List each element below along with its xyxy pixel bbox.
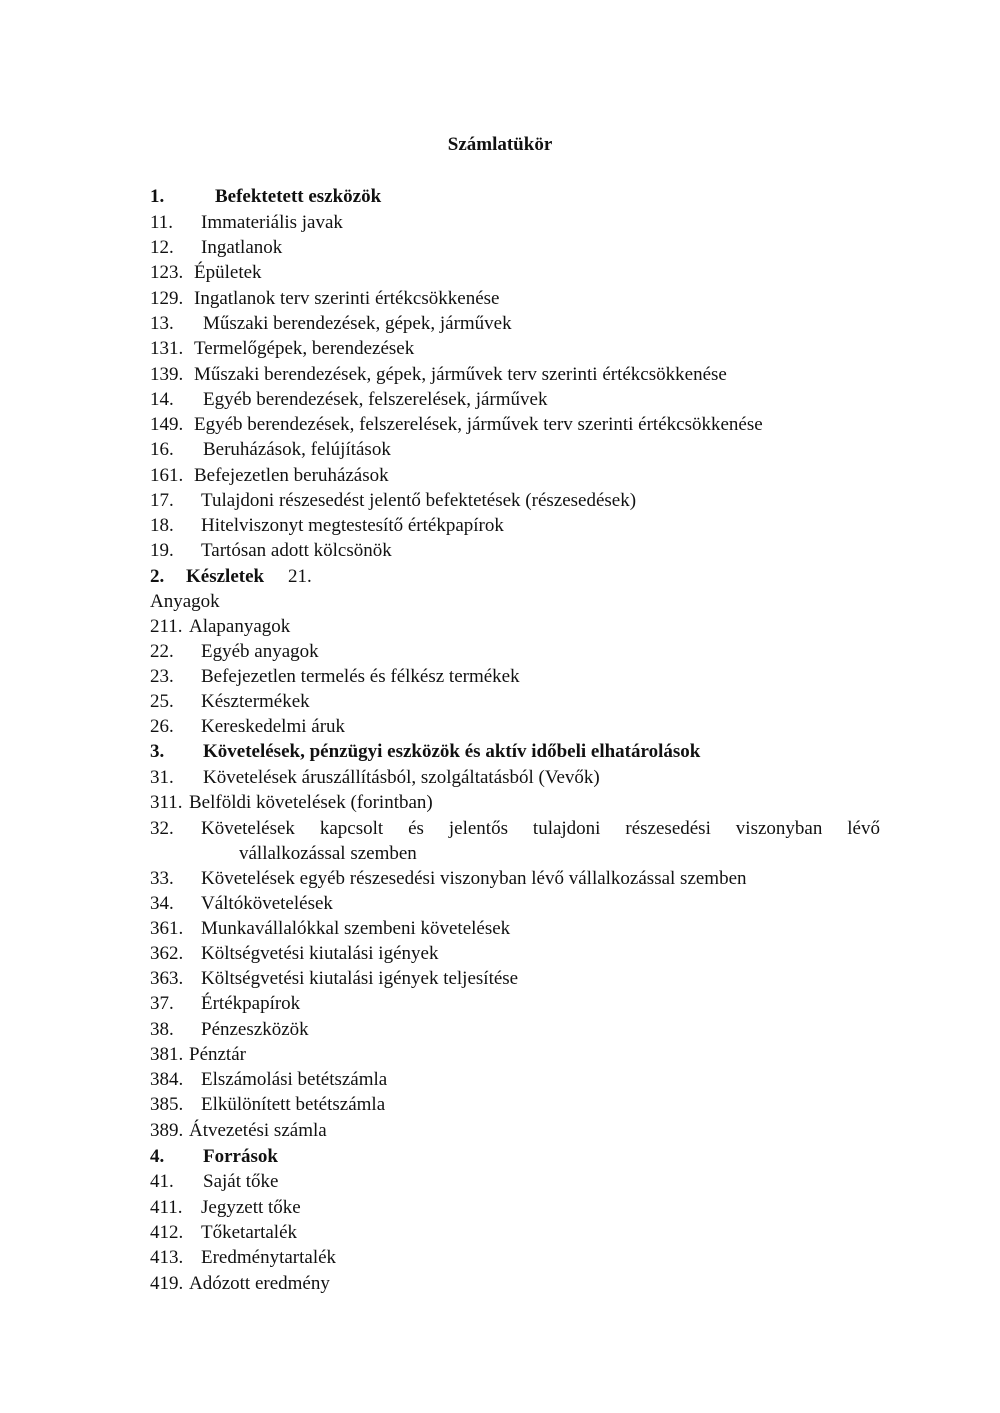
account-name: Termelőgépek, berendezések (194, 338, 415, 359)
account-name: Elszámolási betétszámla (201, 1069, 388, 1090)
account-number: 149. (150, 414, 184, 435)
account-name: Beruházások, felújítások (203, 439, 391, 460)
account-name: Befejezetlen beruházások (194, 465, 389, 486)
account-number: 139. (150, 364, 184, 385)
account-name: Költségvetési kiutalási igények teljesítése (201, 968, 519, 989)
account-name: Váltókövetelések (201, 893, 333, 914)
account-name: Értékpapírok (201, 993, 301, 1014)
account-number: 12. (150, 237, 174, 258)
account-name: Egyéb berendezések, felszerelések, járművek (203, 389, 548, 410)
page-title: Számlatükör (447, 134, 553, 155)
account-name: Alapanyagok (189, 616, 291, 637)
account-name: Költségvetési kiutalási igények (201, 943, 439, 964)
account-name: Adózott eredmény (189, 1273, 330, 1294)
section-title: Befektetett eszközök (215, 186, 382, 207)
account-name: Eredménytartalék (201, 1247, 337, 1268)
account-name: Belföldi követelések (forintban) (189, 792, 433, 813)
account-number: 311. (150, 792, 183, 813)
account-number: 14. (150, 389, 174, 410)
account-number: 18. (150, 515, 174, 536)
section-number: 1. (150, 186, 165, 207)
account-number: 131. (150, 338, 184, 359)
account-number: 362. (150, 943, 184, 964)
section-title: Források (203, 1146, 278, 1167)
section-title: Követelések, pénzügyi eszközök és aktív időbeli elhatárolások (203, 741, 701, 762)
account-number: 381. (150, 1044, 184, 1065)
account-number: 25. (150, 691, 174, 712)
account-number: 211. (150, 616, 183, 637)
account-number: 31. (150, 767, 174, 788)
account-name: Hitelviszonyt megtestesítő értékpapírok (201, 515, 504, 536)
account-name: Immateriális javak (201, 212, 343, 233)
account-name: Saját tőke (203, 1171, 279, 1192)
account-number: 33. (150, 868, 174, 889)
account-name-continuation: vállalkozással szemben (239, 843, 417, 864)
list-item (150, 818, 880, 866)
account-number: 16. (150, 439, 174, 460)
account-number: 34. (150, 893, 174, 914)
account-number: 38. (150, 1019, 174, 1040)
account-name: Késztermékek (201, 691, 310, 712)
section-title: Készletek (186, 566, 265, 587)
account-name: Műszaki berendezések, gépek, járművek (203, 313, 512, 334)
account-number: 412. (150, 1222, 184, 1243)
account-number: 26. (150, 716, 174, 737)
account-name: Követelések egyéb részesedési viszonyban lévő vállalkozással szemben (201, 868, 747, 889)
section-number: 2. (150, 566, 165, 587)
account-name: Jegyzett tőke (201, 1197, 301, 1218)
account-number: 161. (150, 465, 184, 486)
account-name: Ingatlanok terv szerinti értékcsökkenése (194, 288, 500, 309)
account-name: Munkavállalókkal szembeni követelések (201, 918, 511, 939)
account-number: 129. (150, 288, 184, 309)
account-number: 389. (150, 1120, 184, 1141)
account-number: 411. (150, 1197, 183, 1218)
account-number: 22. (150, 641, 174, 662)
account-name: Tartósan adott kölcsönök (201, 540, 392, 561)
account-name: Egyéb anyagok (201, 641, 319, 662)
account-name: Egyéb berendezések, felszerelések, járművek terv szerinti értékcsökkenése (194, 414, 763, 435)
account-name: Követelések áruszállításból, szolgáltatásból (Vevők) (203, 767, 600, 788)
account-number: 21. (288, 566, 312, 587)
account-number: 361. (150, 918, 184, 939)
account-number: 11. (150, 212, 174, 233)
account-name: Pénztár (189, 1044, 246, 1065)
account-number: 123. (150, 262, 184, 283)
account-name: Pénzeszközök (201, 1019, 309, 1040)
account-name: Befejezetlen termelés és félkész termékek (201, 666, 520, 687)
account-number: 17. (150, 490, 174, 511)
account-number: 23. (150, 666, 174, 687)
account-name: Anyagok (150, 591, 220, 612)
account-name: Követelések kapcsolt és jelentős tulajdoni részesedési viszonyban lévő (201, 818, 880, 839)
account-number: 413. (150, 1247, 184, 1268)
account-number: 13. (150, 313, 174, 334)
account-name: Műszaki berendezések, gépek, járművek terv szerinti értékcsökkenése (194, 364, 727, 385)
account-name: Épületek (194, 262, 262, 283)
account-number: 19. (150, 540, 174, 561)
account-name: Tulajdoni részesedést jelentő befektetések (részesedések) (201, 490, 637, 511)
account-name: Ingatlanok (201, 237, 283, 258)
account-number: 419. (150, 1273, 184, 1294)
account-name: Tőketartalék (201, 1222, 298, 1243)
account-name: Átvezetési számla (189, 1120, 327, 1141)
account-number: 363. (150, 968, 184, 989)
account-number: 385. (150, 1094, 184, 1115)
account-name: Elkülönített betétszámla (201, 1094, 386, 1115)
account-number: 37. (150, 993, 174, 1014)
section-number: 3. (150, 741, 165, 762)
section-number: 4. (150, 1146, 165, 1167)
account-number: 384. (150, 1069, 184, 1090)
account-number: 41. (150, 1171, 174, 1192)
account-number: 32. (150, 818, 174, 839)
account-name: Kereskedelmi áruk (201, 716, 346, 737)
